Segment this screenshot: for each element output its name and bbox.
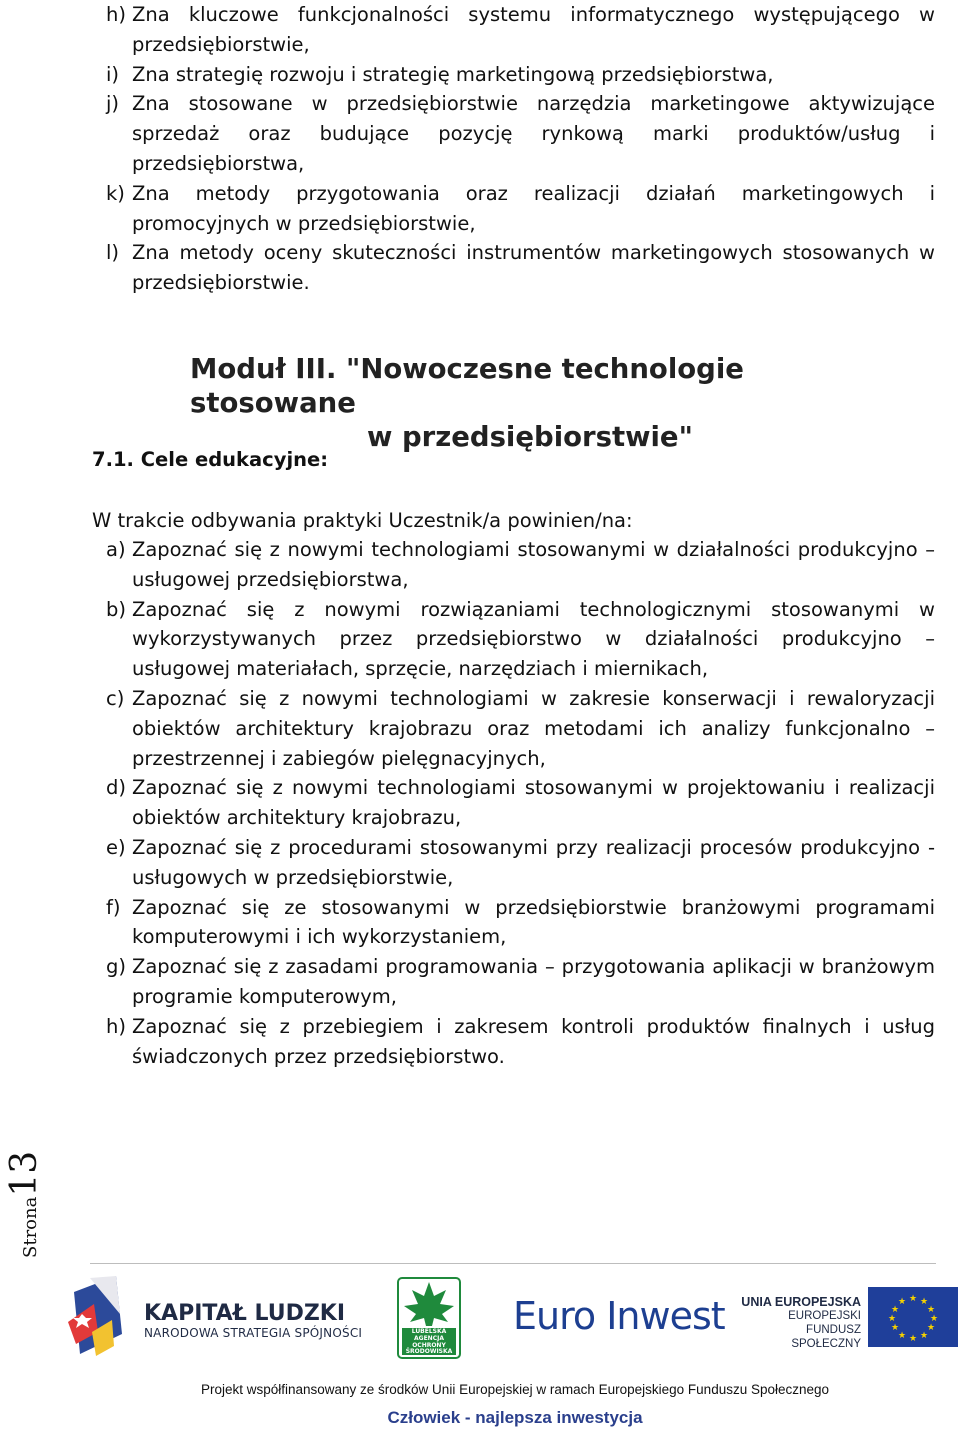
footer-cofinancing-note: Projekt współfinansowany ze środków Unii Europejskiej w ramach Europejskiego Funduszu Społecznego [200,1382,830,1397]
list-item-text: Zna strategię rozwoju i strategię marketingową przedsiębiorstwa, [132,62,774,86]
euro-inwest-logo: Euro Inwest [513,1294,725,1338]
list-item [0,238,935,298]
svg-text:★: ★ [919,1297,929,1307]
kapital-ludzki-logo-icon [68,1274,140,1360]
list-marker: j) [106,92,120,116]
section-heading: 7.1. Cele edukacyjne: [92,448,329,471]
list-item [0,952,935,1012]
lubelska-line4: ŚRODOWISKA [405,1348,453,1356]
section-intro: W trakcie odbywania praktyki Uczestnik/a powinien/na: [92,509,633,532]
list-marker: g) [106,955,126,979]
svg-text:★: ★ [890,1323,900,1333]
list-marker: h) [106,1014,126,1038]
ue-line1: UNIA EUROPEJSKA [741,1295,861,1309]
educational-goals-list [0,535,935,1071]
list-marker: i) [106,62,120,86]
svg-text:★: ★ [926,1305,936,1315]
list-item-text: Zapoznać się z nowymi rozwiązaniami technologicznymi stosowanymi w wykorzystywanych przez przedsiębiorstwo w działalności produkcyjno – usługowej materiałach, sprzęcie, narzędziach i miernikach, [132,597,935,681]
list-item-text: Zapoznać się z zasadami programowania – przygotowania aplikacji w branżowym programie komputerowym, [132,955,935,1008]
page-number: 13 [4,1150,45,1197]
lubelska-line2: AGENCJA [414,1334,444,1342]
list-item [0,1012,935,1072]
svg-text:★: ★ [890,1305,900,1315]
footer-slogan: Człowiek - najlepsza inwestycja [387,1408,643,1427]
eu-flag-icon [868,1287,958,1347]
list-marker: a) [106,538,126,561]
list-item [0,684,935,773]
list-item [0,595,935,684]
list-item-text: Zna stosowane w przedsiębiorstwie narzędzia marketingowe aktywizujące sprzedaż oraz budujące pozycję rynkową marki produktów/usług i przedsiębiorstwa, [132,92,935,175]
list-item-text: Zapoznać się ze stosowanymi w przedsiębiorstwie branżowymi programami komputerowymi i ich wykorzystaniem, [132,895,935,949]
list-item-text: Zna metody przygotowania oraz realizacji działań marketingowych i promocyjnych w przedsiębiorstwie, [132,181,935,235]
svg-text:★: ★ [929,1314,939,1324]
svg-text:★: ★ [919,1331,929,1341]
list-marker: b) [106,597,126,621]
list-item-text: Zapoznać się z przebiegiem i zakresem kontroli produktów finalnych i usług świadczonych przez przedsiębiorstwo. [132,1014,935,1068]
svg-text:★: ★ [908,1334,918,1344]
page-number-label [4,1140,44,1270]
module-title-line2: w przedsiębiorstwie" [367,421,693,453]
list-item-text: Zna kluczowe funkcjonalności systemu informatycznego występującego w przedsiębiorstwie, [132,3,935,56]
list-item [0,60,935,90]
kapital-ludzki-text [144,1302,362,1340]
list-item-text: Zna metody oceny skuteczności instrumentów marketingowych stosowanych w przedsiębiorstwie. [132,241,935,295]
list-item [0,773,935,833]
svg-text:★: ★ [897,1331,907,1341]
list-marker: d) [106,776,126,800]
list-item [0,179,935,239]
list-marker: f) [106,895,121,919]
svg-text:★: ★ [926,1323,936,1333]
objectives-list-continued [0,0,935,298]
footer-divider [90,1263,936,1264]
ue-line3: FUNDUSZ SPOŁECZNY [791,1324,861,1350]
kapital-ludzki-title: KAPITAŁ LUDZKI [144,1301,346,1326]
list-item-text: Zapoznać się z nowymi technologiami stosowanymi w działalności produkcyjno – usługowej przedsiębiorstwa, [132,538,935,591]
lubelska-line1: LUBELSKA [411,1328,447,1335]
list-item [0,0,935,60]
list-item [0,893,935,953]
list-item [0,833,935,893]
list-item-text: Zapoznać się z nowymi technologiami w zakresie konserwacji i rewaloryzacji obiektów architektury krajobrazu oraz metodami ich analizy funkcjonalno – przestrzennej i zabiegów pielęgnacyjnych, [132,686,935,770]
svg-text:★: ★ [908,1294,918,1304]
list-item [0,535,935,595]
ue-line2: EUROPEJSKI [788,1310,861,1322]
module-title-line1: Moduł III. "Nowoczesne technologie stosowane [190,353,744,419]
list-item [0,89,935,178]
kapital-ludzki-subtitle: NARODOWA STRATEGIA SPÓJNOŚCI [144,1326,363,1340]
lubelska-agencja-text [402,1329,456,1356]
lubelska-line3: OCHRONY [412,1341,446,1349]
list-marker: h) [106,3,126,26]
svg-text:★: ★ [887,1314,897,1324]
list-marker: l) [106,241,120,265]
list-marker: k) [106,181,125,205]
list-marker: e) [106,835,126,859]
list-item-text: Zapoznać się z nowymi technologiami stosowanymi w projektowaniu i realizacji obiektów architektury krajobrazu, [132,776,935,830]
page-label-word: Strona [20,1196,41,1258]
list-marker: c) [106,686,125,710]
module-title [190,352,880,454]
list-item-text: Zapoznać się z procedurami stosowanymi przy realizacji procesów produkcyjno - usługowych w przedsiębiorstwie, [132,835,935,889]
ue-efs-text [741,1295,861,1351]
svg-text:★: ★ [897,1297,907,1307]
